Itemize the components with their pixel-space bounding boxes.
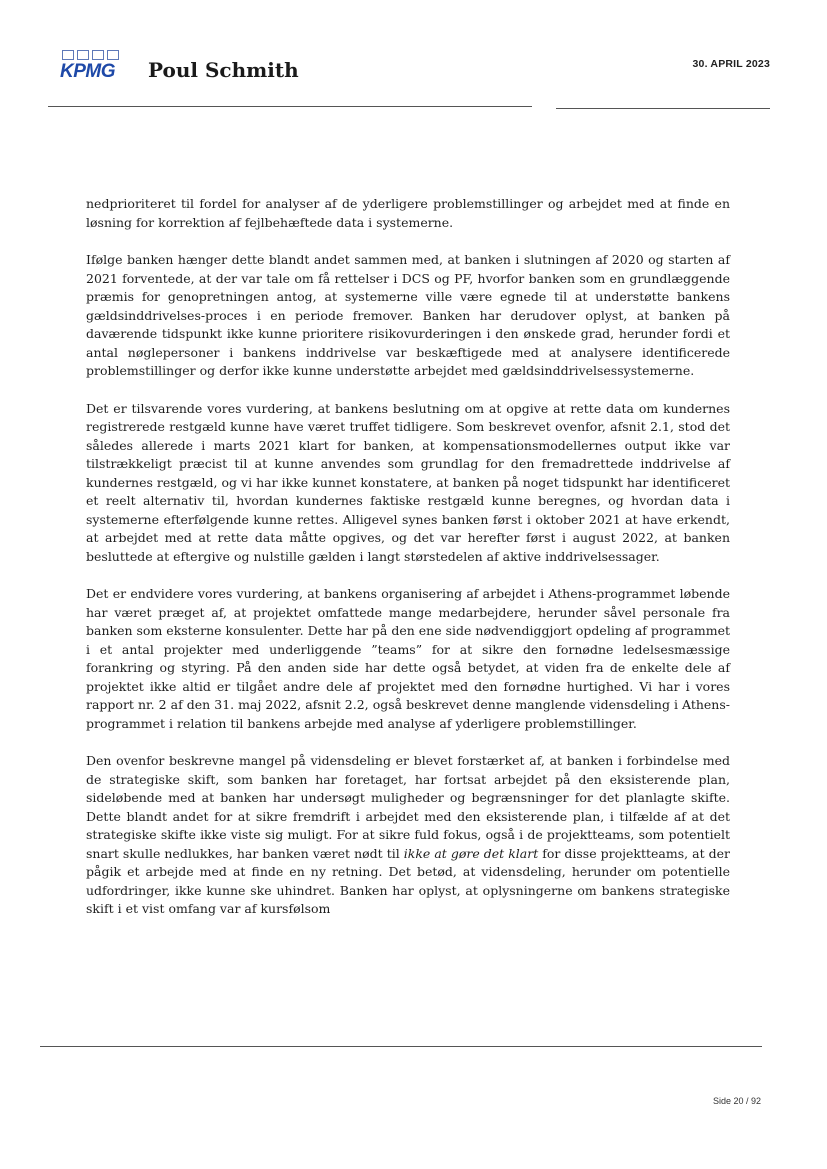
header-rule-right <box>556 108 770 109</box>
paragraph-5 <box>86 752 730 919</box>
paragraph-5-text: Den ovenfor beskrevne mangel på vidensdeling er blevet forstærket af, at banken i forbindelse med de strategiske skift, som banken har foretaget, har fortsat arbejdet på den eksisterende plan, sideløbende med at banken har undersøgt muligheder og begrænsninger for det planlagte skifte. Dette blandt andet for at sikre fremdrift i arbejdet med den eksisterende plan, i tilfælde af at det strategiske skifte ikke viste sig muligt. For at sikre fuld fokus, også i de projektteams, som potentielt snart skulle nedlukkes, har banken været nødt til <box>86 753 730 861</box>
kpmg-logo <box>60 50 128 82</box>
page-header <box>0 0 827 120</box>
paragraph-5-tail: for disse projektteams, at der pågik et arbejde med at finde en ny retning. Det betød, at vidensdeling, herunder om potentielle udfordringer, ikke kunne ske uhindret. Banken har oplyst, at oplysningerne om bankens strategiske skift i et vist omfang var af kursfølsom <box>86 845 730 916</box>
body-text <box>86 195 730 938</box>
kpmg-logo-text: KPMG <box>60 61 115 82</box>
page-number: Side 20 / 92 <box>712 1096 761 1106</box>
paragraph-4: Det er endvidere vores vurdering, at bankens organisering af arbejdet i Athens-programmet løbende har været præget af, at projektet omfattede mange medarbejdere, herunder såvel personale fra banken som eksterne konsulenter. Dette har på den ene side nødvendiggjort opdeling af programmet i et antal projekter med underliggende ”teams” for at sikre den fornødne ledelsesmæssige forankring og styring. På den anden side har dette også betydet, at viden fra de enkelte dele af projektet ikke altid er tilgået andre dele af projektet med den fornødne hurtighed. Vi har i vores rapport nr. 2 af den 31. maj 2022, afsnit 2.2, også beskrevet denne manglende vidensdeling i Athens-programmet i relation til bankens arbejde med analyse af yderligere problemstillinger. <box>86 586 730 731</box>
firm-name: Poul Schmith <box>148 58 299 82</box>
paragraph-5-emphasis: ikke at gøre det klart <box>403 845 539 861</box>
report-date: 30. APRIL 2023 <box>692 58 770 70</box>
header-rule-left <box>48 106 532 107</box>
footer-rule <box>40 1046 762 1047</box>
paragraph-2: Ifølge banken hænger dette blandt andet sammen med, at banken i slutningen af 2020 og starten af 2021 forventede, at der var tale om få rettelser i DCS og PF, hvorfor banken som en grundlæggende præmis for genopretningen antog, at systemerne ville være egnede til at understøtte bankens gældsinddrivelses-proces i en periode fremover. Banken har derudover oplyst, at banken på daværende tidspunkt ikke kunne prioritere risikovurderingen i den ønskede grad, herunder fordi et antal nøglepersoner i bankens inddrivelse var beskæftigede med at analysere identificerede problemstillinger og derfor ikke kunne understøtte arbejdet med gældsinddrivelsessystemerne. <box>86 252 730 378</box>
kpmg-logo-boxes <box>62 50 119 60</box>
paragraph-1: nedprioriteret til fordel for analyser af de yderligere problemstillinger og arbejdet med at finde en løsning for korrektion af fejlbehæftede data i systemerne. <box>86 196 730 230</box>
paragraph-3: Det er tilsvarende vores vurdering, at bankens beslutning om at opgive at rette data om kundernes registrerede restgæld kunne have været truffet tidligere. Som beskrevet ovenfor, afsnit 2.1, stod det således allerede i marts 2021 klart for banken, at kompensationsmodellernes output ikke var tilstrækkeligt præcist til at kunne anvendes som grundlag for den fremadrettede inddrivelse af kundernes restgæld, og vi har ikke kunnet konstatere, at banken på noget tidspunkt har identificeret et reelt alternativ til, hvordan kundernes faktiske restgæld kunne beregnes, og hvordan data i systemerne efterfølgende kunne rettes. Alligevel synes banken først i oktober 2021 at have erkendt, at arbejdet med at rette data måtte opgives, og det var herefter først i august 2022, at banken besluttede at eftergive og nulstille gælden i langt størstedelen af aktive inddrivelsessager. <box>86 400 730 564</box>
